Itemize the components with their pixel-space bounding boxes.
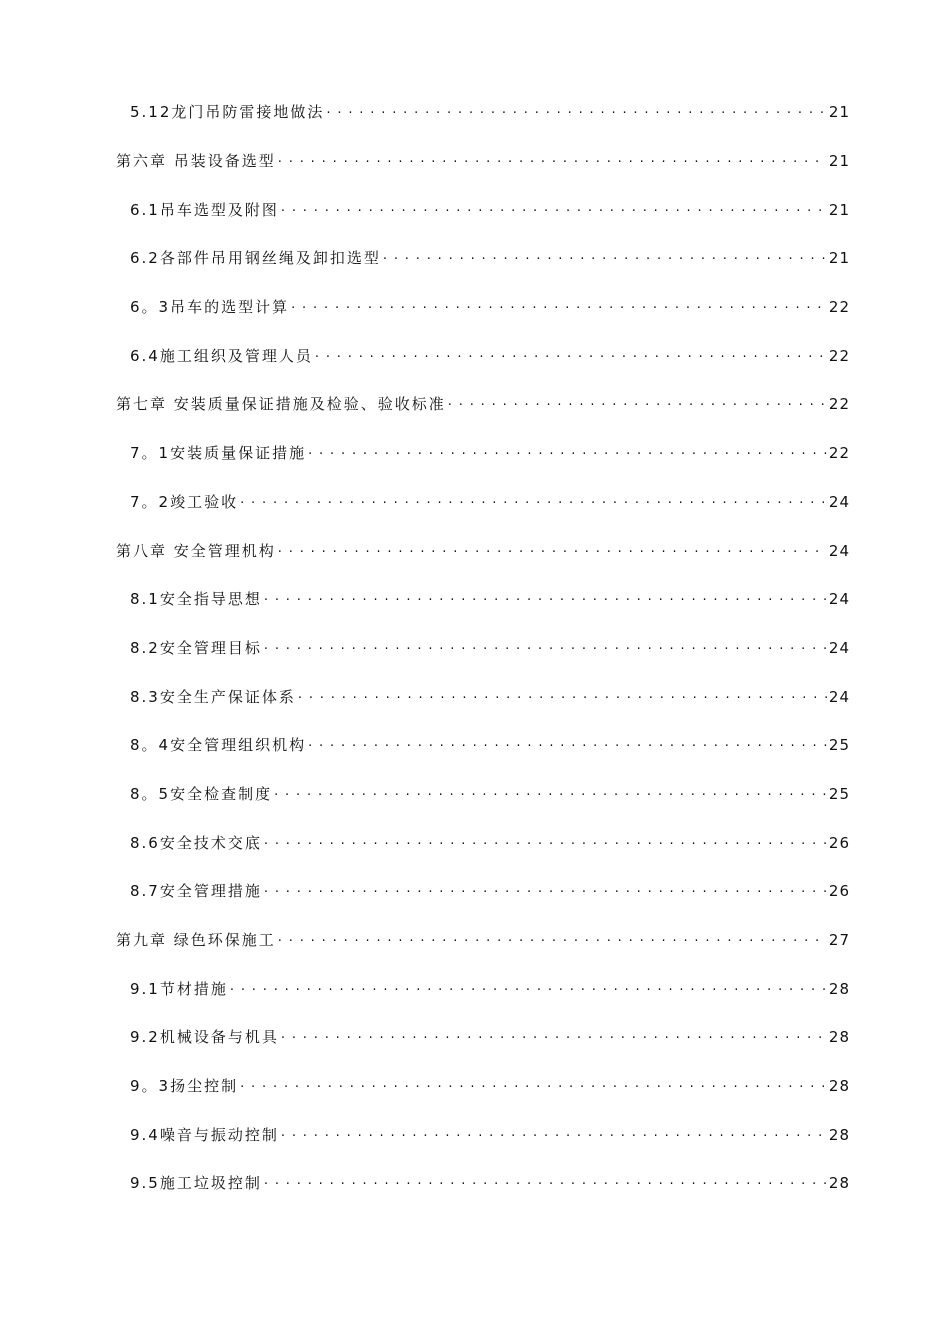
toc-entry[interactable] [0, 88, 950, 137]
toc-entry[interactable] [0, 185, 950, 234]
toc-entry-title: 8.7安全管理措施 [130, 882, 262, 901]
toc-entry-page: 21 [828, 200, 850, 219]
toc-entry[interactable] [0, 1159, 950, 1208]
toc-entry-page: 28 [828, 1028, 850, 1047]
toc-dot-leader [264, 881, 828, 901]
toc-entry[interactable] [0, 575, 950, 624]
toc-entry[interactable] [0, 1013, 950, 1062]
toc-entry-title: 7。1安装质量保证措施 [130, 444, 307, 463]
toc-entry[interactable] [0, 526, 950, 575]
toc-entry-page: 24 [828, 541, 850, 560]
toc-dot-leader [315, 346, 828, 366]
toc-dot-leader [291, 297, 828, 317]
toc-entry-page: 27 [828, 931, 850, 950]
toc-entry[interactable] [0, 672, 950, 721]
toc-entry-page: 28 [828, 1125, 850, 1144]
toc-entry-page: 22 [828, 298, 850, 317]
toc-dot-leader [308, 443, 828, 463]
toc-dot-leader [264, 638, 828, 658]
toc-entry[interactable] [0, 916, 950, 965]
toc-dot-leader [278, 930, 828, 950]
toc-entry-title: 9.1节材措施 [130, 979, 228, 998]
toc-entry[interactable] [0, 234, 950, 283]
toc-entry-page: 22 [828, 444, 850, 463]
toc-entry-title: 6.4施工组织及管理人员 [130, 346, 313, 365]
toc-entry-title: 9。3扬尘控制 [130, 1077, 239, 1096]
toc-dot-leader [278, 151, 828, 171]
toc-entry[interactable] [0, 478, 950, 527]
toc-entry[interactable] [0, 721, 950, 770]
toc-entry-page: 24 [828, 638, 850, 657]
toc-entry[interactable] [0, 770, 950, 819]
toc-entry[interactable] [0, 1062, 950, 1111]
toc-entry-page: 26 [828, 833, 850, 852]
toc-entry[interactable] [0, 283, 950, 332]
toc-entry[interactable] [0, 624, 950, 673]
toc-dot-leader [383, 248, 828, 268]
toc-dot-leader [281, 1125, 828, 1145]
toc-entry-title: 第六章 吊装设备选型 [116, 152, 276, 171]
toc-dot-leader [298, 687, 828, 707]
toc-entry-page: 28 [828, 979, 850, 998]
toc-dot-leader [264, 1173, 828, 1193]
toc-entry-page: 21 [828, 103, 850, 122]
toc-dot-leader [274, 784, 828, 804]
toc-entry-title: 第八章 安全管理机构 [116, 541, 276, 560]
toc-entry-title: 8.6安全技术交底 [130, 833, 262, 852]
toc-entry-title: 8。5安全检查制度 [130, 784, 273, 803]
toc-entry-title: 9.2机械设备与机具 [130, 1028, 279, 1047]
toc-entry[interactable] [0, 429, 950, 478]
toc-dot-leader [264, 589, 828, 609]
toc-dot-leader [240, 492, 828, 512]
toc-entry-title: 7。2竣工验收 [130, 492, 239, 511]
toc-dot-leader [448, 394, 828, 414]
toc-entry-page: 28 [828, 1174, 850, 1193]
toc-entry-page: 21 [828, 249, 850, 268]
toc-entry-page: 26 [828, 882, 850, 901]
toc-entry-page: 25 [828, 736, 850, 755]
toc-entry-page: 24 [828, 687, 850, 706]
toc-entry-page: 24 [828, 492, 850, 511]
toc-entry[interactable] [0, 1110, 950, 1159]
toc-entry[interactable] [0, 818, 950, 867]
toc-entry-page: 22 [828, 395, 850, 414]
toc-entry-title: 8。4安全管理组织机构 [130, 736, 307, 755]
toc-dot-leader [308, 735, 828, 755]
toc-entry[interactable] [0, 964, 950, 1013]
toc-entry-page: 28 [828, 1077, 850, 1096]
toc-entry[interactable] [0, 380, 950, 429]
toc-entry-title: 8.2安全管理目标 [130, 638, 262, 657]
toc-entry-title: 8.1安全指导思想 [130, 590, 262, 609]
toc-entry-title: 6.2各部件吊用钢丝绳及卸扣选型 [130, 249, 381, 268]
toc-entry[interactable] [0, 867, 950, 916]
toc-entry-page: 24 [828, 590, 850, 609]
toc-dot-leader [281, 200, 828, 220]
toc-entry-title: 6.1吊车选型及附图 [130, 200, 279, 219]
toc-dot-leader [230, 979, 828, 999]
toc-dot-leader [278, 541, 828, 561]
toc-entry-title: 9.5施工垃圾控制 [130, 1174, 262, 1193]
toc-entry-page: 22 [828, 346, 850, 365]
toc-entry-title: 9.4噪音与振动控制 [130, 1125, 279, 1144]
toc-entry-page: 21 [828, 152, 850, 171]
toc-entry[interactable] [0, 137, 950, 186]
toc-entry-title: 第九章 绿色环保施工 [116, 931, 276, 950]
toc-entry-title: 5.12龙门吊防雷接地做法 [130, 103, 325, 122]
toc-entry-page: 25 [828, 784, 850, 803]
toc-entry-title: 6。3吊车的选型计算 [130, 298, 290, 317]
toc-dot-leader [264, 833, 828, 853]
toc-entry[interactable] [0, 331, 950, 380]
toc-dot-leader [281, 1027, 828, 1047]
toc-entry-title: 8.3安全生产保证体系 [130, 687, 296, 706]
toc-entry-title: 第七章 安装质量保证措施及检验、验收标准 [116, 395, 446, 414]
toc-dot-leader [326, 102, 828, 122]
table-of-contents [0, 88, 950, 1208]
toc-dot-leader [240, 1076, 828, 1096]
